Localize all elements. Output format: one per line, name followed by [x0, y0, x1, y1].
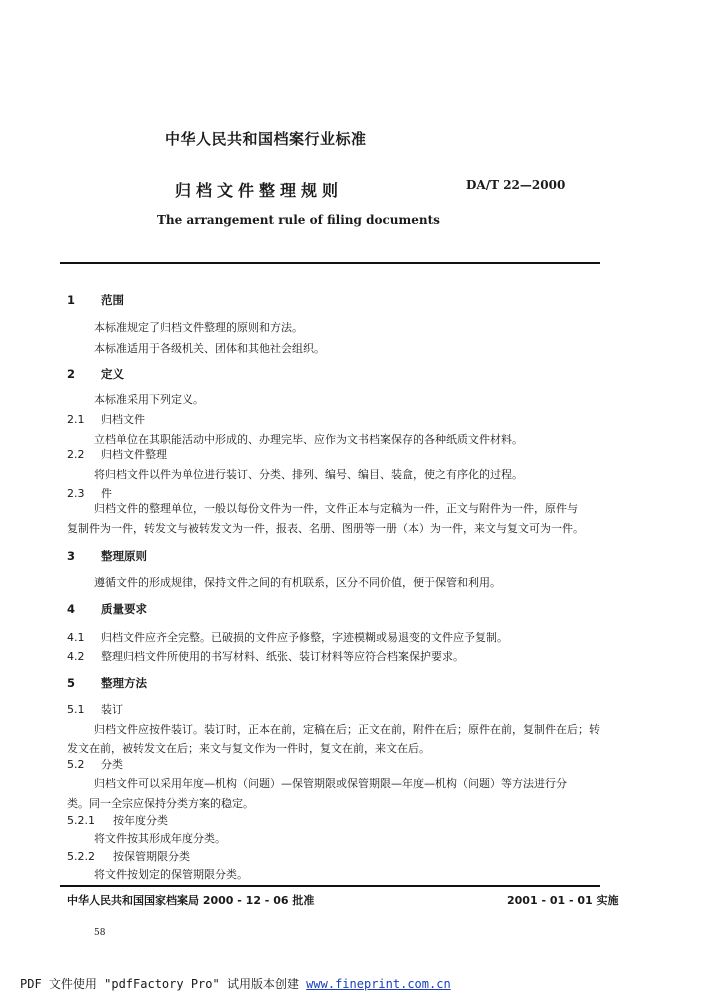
- document-title: 归档文件整理规则: [175, 181, 344, 200]
- paragraph-line: 类。同一全宗应保持分类方案的稳定。: [67, 797, 254, 810]
- subsection-heading: 2.3 件: [67, 487, 112, 500]
- subsection-heading: 5.2.1 按年度分类: [67, 814, 168, 827]
- paragraph: 本标准采用下列定义。: [94, 393, 204, 406]
- paragraph: 立档单位在其职能活动中形成的、办理完毕、应作为文书档案保存的各种纸质文件材料。: [94, 433, 523, 446]
- paragraph: 将文件按其形成年度分类。: [94, 832, 226, 845]
- section-heading: 2 定义: [67, 367, 124, 381]
- section-heading: 4 质量要求: [67, 602, 147, 616]
- footer-divider: [60, 885, 600, 887]
- section-heading: 1 范围: [67, 293, 124, 307]
- effective-date: 2001 - 01 - 01 实施: [507, 894, 619, 907]
- page-number: 58: [94, 928, 106, 938]
- subsection-heading: 5.2 分类: [67, 758, 123, 771]
- approval-line: 中华人民共和国国家档案局 2000 - 12 - 06 批准: [67, 894, 315, 907]
- header-divider: [60, 262, 600, 264]
- paragraph: 本标准适用于各级机关、团体和其他社会组织。: [94, 342, 325, 355]
- standard-code: DA/T 22—2000: [466, 178, 566, 192]
- paragraph-line: 归档文件的整理单位，一般以每份文件为一件，文件正本与定稿为一件，正文与附件为一件，原件与: [94, 502, 578, 515]
- paragraph-line: 归档文件应按件装订。装订时，正本在前，定稿在后；正文在前，附件在后；原件在前，复制件在后；转: [94, 723, 600, 736]
- industry-standard-heading: 中华人民共和国档案行业标准: [165, 130, 367, 148]
- paragraph: 遵循文件的形成规律，保持文件之间的有机联系，区分不同价值，便于保管和利用。: [94, 576, 501, 589]
- section-heading: 3 整理原则: [67, 549, 147, 563]
- paragraph-line: 归档文件可以采用年度—机构（问题）—保管期限或保管期限—年度—机构（问题）等方法进行分: [94, 777, 567, 790]
- subsection-heading: 2.1 归档文件: [67, 413, 145, 426]
- subsection-heading: 2.2 归档文件整理: [67, 448, 167, 461]
- subsection-heading: 5.1 装订: [67, 703, 123, 716]
- numbered-item: 4.1 归档文件应齐全完整。已破损的文件应予修整，字迹模糊或易退变的文件应予复制。: [67, 631, 508, 644]
- section-heading: 5 整理方法: [67, 676, 147, 690]
- paragraph-line: 复制件为一件，转发文与被转发文为一件，报表、名册、图册等一册（本）为一件，来文与复文可为一件。: [67, 522, 584, 535]
- english-title: The arrangement rule of filing documents: [157, 213, 440, 227]
- watermark: [20, 975, 451, 992]
- watermark-text: PDF 文件使用 "pdfFactory Pro" 试用版本创建: [20, 977, 307, 991]
- paragraph-line: 发文在前，被转发文在后；来文与复文作为一件时，复文在前，来文在后。: [67, 742, 430, 755]
- subsection-heading: 5.2.2 按保管期限分类: [67, 850, 190, 863]
- paragraph: 将归档文件以件为单位进行装订、分类、排列、编号、编目、装盒，使之有序化的过程。: [94, 468, 523, 481]
- watermark-link[interactable]: www.fineprint.com.cn: [306, 977, 451, 991]
- paragraph: 将文件按划定的保管期限分类。: [94, 868, 248, 881]
- numbered-item: 4.2 整理归档文件所使用的书写材料、纸张、装订材料等应符合档案保护要求。: [67, 650, 464, 663]
- paragraph: 本标准规定了归档文件整理的原则和方法。: [94, 321, 303, 334]
